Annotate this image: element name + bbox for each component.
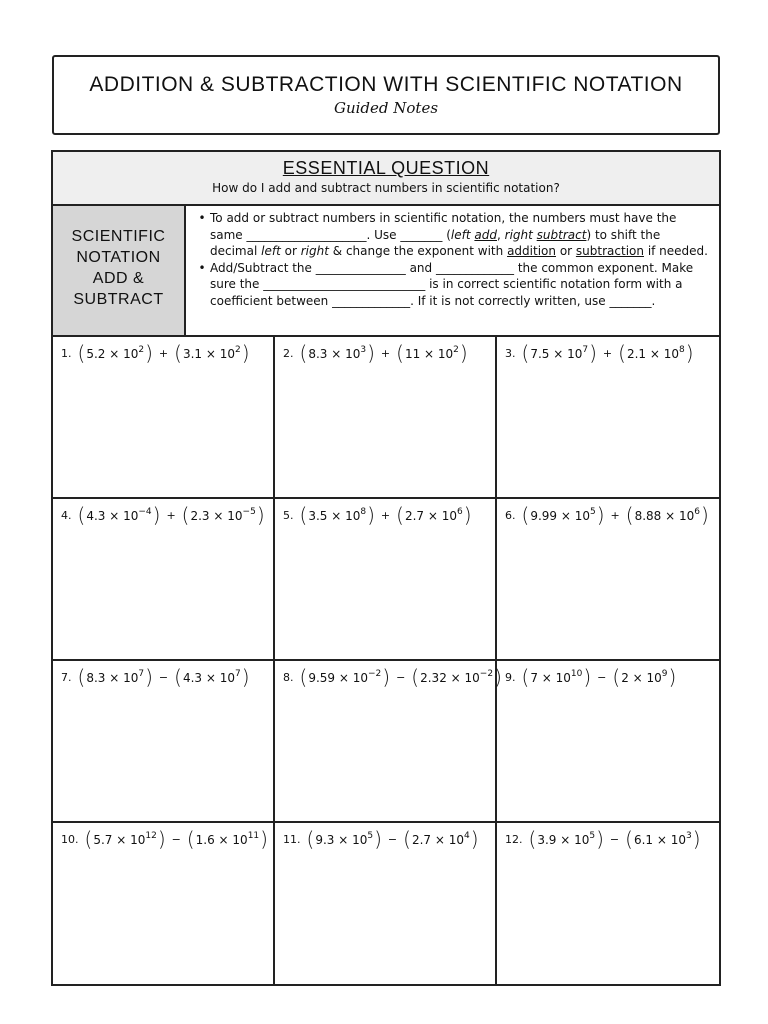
first-term: ( $8.3 \times 10^7$ ) bbox=[77, 665, 153, 689]
note-bullet-1 bbox=[194, 210, 711, 260]
second-term: ( $6.1 \times 10^3$ ) bbox=[625, 827, 701, 851]
problem-cell[interactable] bbox=[497, 661, 719, 823]
first-term: ( $9.3 \times 10^5$ ) bbox=[306, 827, 382, 851]
problem-number: 8. bbox=[283, 670, 294, 684]
note-bullet-2 bbox=[194, 260, 711, 310]
first-term: ( $9.59 \times 10^{-2}$ ) bbox=[299, 665, 391, 689]
operator: − bbox=[597, 670, 607, 684]
first-term: ( $4.3 \times 10^{-4}$ ) bbox=[77, 503, 161, 527]
problem-expression bbox=[283, 665, 502, 689]
second-term: ( $1.6 \times 10^{11}$ ) bbox=[186, 827, 268, 851]
essential-question-heading: ESSENTIAL QUESTION bbox=[282, 158, 490, 178]
topic-label-line: ADD & bbox=[92, 270, 145, 287]
problem-number: 3. bbox=[505, 346, 516, 360]
problem-expression bbox=[61, 667, 273, 687]
problem-cell[interactable] bbox=[497, 823, 719, 984]
problem-number: 12. bbox=[505, 832, 523, 846]
problem-expression bbox=[505, 505, 719, 525]
problem-cell[interactable] bbox=[53, 823, 275, 984]
operator: − bbox=[609, 832, 620, 846]
fill-in-blank[interactable]: _______ bbox=[400, 227, 443, 242]
worksheet-subtitle: Guided Notes bbox=[333, 99, 439, 117]
first-term: ( $3.5 \times 10^8$ ) bbox=[299, 503, 375, 527]
worksheet-title: ADDITION & SUBTRACTION WITH SCIENTIFIC NOTATION bbox=[89, 73, 683, 96]
operator: − bbox=[396, 670, 406, 684]
essential-question-text: How do I add and subtract numbers in scientific notation? bbox=[212, 181, 560, 195]
second-term: ( $4.3 \times 10^7$ ) bbox=[174, 665, 250, 689]
problem-number: 2. bbox=[283, 346, 294, 360]
first-term: ( $8.3 \times 10^3$ ) bbox=[299, 341, 375, 365]
notes-text bbox=[186, 206, 719, 337]
first-term: ( $5.7 \times 10^{12}$ ) bbox=[84, 827, 166, 851]
note-body: To add or subtract numbers in scientific notation, the numbers must have the same ____________________. Use _______ (left add, right subtract) to shift the decimal left or right & change the exponent with addition or subtraction if needed. bbox=[210, 211, 708, 258]
fill-in-blank[interactable]: ___________________________ bbox=[263, 277, 426, 291]
problem-expression bbox=[505, 829, 719, 849]
bullet-dot: • bbox=[198, 211, 206, 225]
second-term: ( $2.7 \times 10^4$ ) bbox=[403, 827, 479, 851]
fill-in-blank[interactable]: _____________ bbox=[332, 293, 411, 308]
bullet-dot: • bbox=[198, 260, 206, 275]
problem-cell[interactable] bbox=[275, 661, 502, 823]
problem-number: 6. bbox=[505, 508, 516, 522]
problem-grid bbox=[53, 337, 719, 984]
topic-label-line: SUBTRACT bbox=[73, 291, 164, 308]
second-term: ( $2.3 \times 10^{-5}$ ) bbox=[181, 503, 265, 527]
problem-expression bbox=[61, 343, 273, 363]
problem-number: 10. bbox=[61, 832, 79, 846]
problem-expression bbox=[505, 343, 719, 363]
problem-number: 4. bbox=[61, 508, 72, 522]
topic-label-line: SCIENTIFIC bbox=[71, 228, 166, 245]
problem-number: 5. bbox=[283, 508, 294, 522]
problem-expression bbox=[61, 505, 273, 525]
problem-cell[interactable] bbox=[275, 337, 497, 499]
second-term: ( $8.88 \times 10^6$ ) bbox=[625, 503, 709, 527]
problem-number: 9. bbox=[505, 670, 516, 684]
problem-cell[interactable] bbox=[275, 499, 497, 661]
second-term: ( $3.1 \times 10^2$ ) bbox=[174, 341, 250, 365]
problem-number: 11. bbox=[283, 832, 301, 846]
problem-expression bbox=[283, 343, 495, 363]
operator: − bbox=[158, 670, 169, 684]
note-body: Add/Subtract the _______________ and _____________ the common exponent. Make sure the ___________________________ is in correct scientific notation form with a coefficient between _____________. If it is not correctly written, use _______. bbox=[210, 260, 694, 308]
second-term: ( $11 \times 10^2$ ) bbox=[396, 341, 468, 365]
first-term: ( $9.99 \times 10^5$ ) bbox=[521, 503, 605, 527]
topic-label bbox=[53, 206, 186, 337]
problem-expression bbox=[283, 829, 495, 849]
fill-in-blank[interactable]: _______________ bbox=[315, 260, 406, 275]
fill-in-blank[interactable]: ____________________ bbox=[246, 227, 367, 242]
essential-question-bar bbox=[53, 152, 719, 206]
notes-sheet bbox=[51, 150, 721, 986]
problem-cell[interactable] bbox=[275, 823, 497, 984]
operator: + bbox=[380, 346, 391, 360]
problem-cell[interactable] bbox=[497, 499, 719, 661]
operator: − bbox=[387, 832, 398, 846]
operator: + bbox=[610, 508, 620, 522]
second-term: ( $2.7 \times 10^6$ ) bbox=[396, 503, 472, 527]
title-banner bbox=[52, 55, 720, 135]
problem-expression bbox=[61, 829, 273, 849]
second-term: ( $2.32 \times 10^{-2}$ ) bbox=[411, 665, 502, 689]
operator: + bbox=[380, 508, 391, 522]
fill-in-blank[interactable]: _______ bbox=[609, 293, 652, 308]
first-term: ( $5.2 \times 10^2$ ) bbox=[77, 341, 153, 365]
first-term: ( $7.5 \times 10^7$ ) bbox=[521, 341, 597, 365]
operator: + bbox=[602, 346, 613, 360]
operator: − bbox=[171, 832, 181, 846]
problem-number: 1. bbox=[61, 346, 72, 360]
fill-in-blank[interactable]: _____________ bbox=[435, 260, 514, 275]
first-term: ( $3.9 \times 10^5$ ) bbox=[528, 827, 604, 851]
second-term: ( $2.1 \times 10^8$ ) bbox=[618, 341, 694, 365]
second-term: ( $2 \times 10^9$ ) bbox=[612, 665, 677, 689]
topic-label-line: NOTATION bbox=[76, 249, 161, 266]
first-term: ( $7 \times 10^{10}$ ) bbox=[521, 665, 592, 689]
problem-cell[interactable] bbox=[53, 499, 275, 661]
operator: + bbox=[166, 508, 176, 522]
problem-expression bbox=[505, 667, 719, 687]
operator: + bbox=[158, 346, 169, 360]
problem-cell[interactable] bbox=[497, 337, 719, 499]
problem-cell[interactable] bbox=[53, 661, 275, 823]
problem-expression bbox=[283, 505, 495, 525]
problem-number: 7. bbox=[61, 670, 72, 684]
problem-cell[interactable] bbox=[53, 337, 275, 499]
